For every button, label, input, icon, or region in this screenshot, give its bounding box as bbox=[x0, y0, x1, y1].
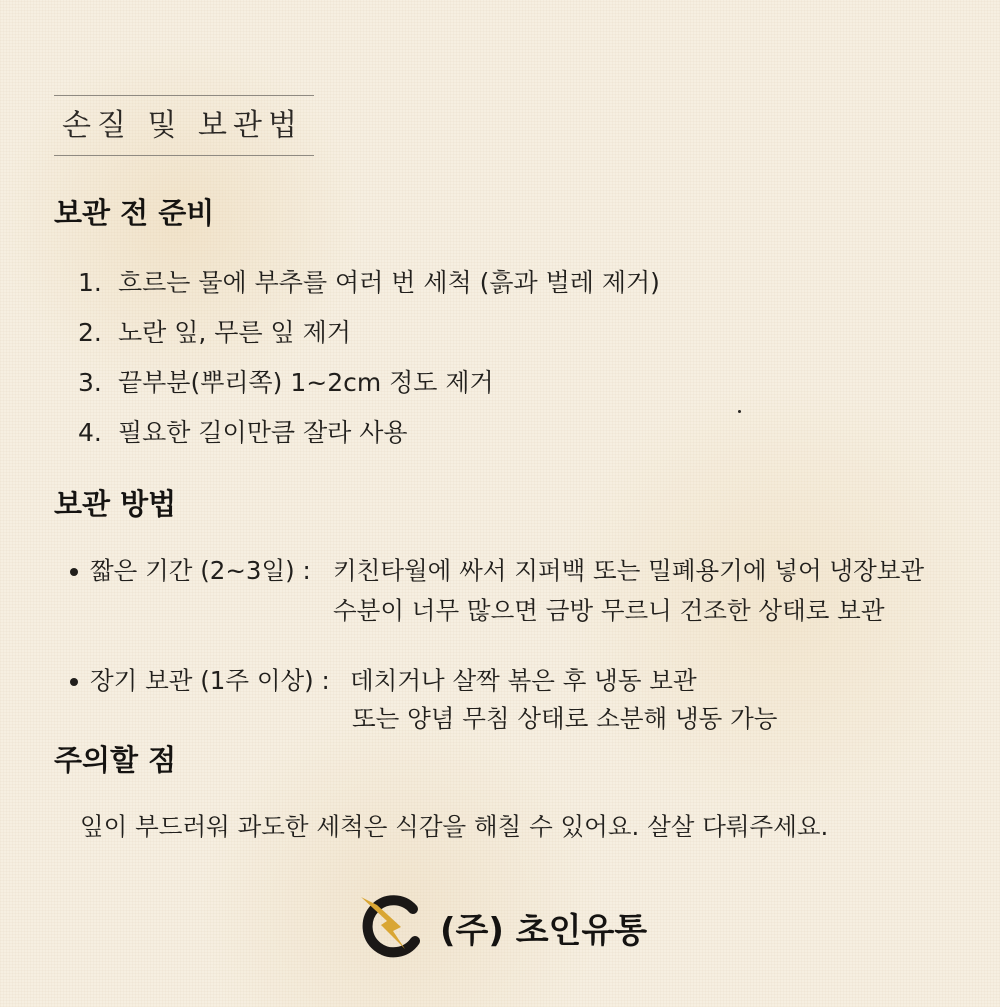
method-line-short-2: 수분이 너무 많으면 금방 무르니 건조한 상태로 보관 bbox=[333, 596, 885, 625]
method-line-short-1: 키친타월에 싸서 지퍼백 또는 밀폐용기에 넣어 냉장보관 bbox=[333, 556, 925, 585]
step-text: 끝부분(뿌리쪽) 1~2cm 정도 제거 bbox=[118, 368, 494, 397]
section-heading-method: 보관 방법 bbox=[54, 487, 177, 521]
section-heading-caution: 주의할 점 bbox=[54, 743, 177, 777]
prep-step-3 bbox=[78, 363, 494, 399]
lightning-bolt-c-logo-icon bbox=[357, 891, 427, 961]
section-heading-prep: 보관 전 준비 bbox=[54, 196, 215, 230]
method-label-short: 짧은 기간 (2~3일) : bbox=[90, 556, 311, 585]
step-text: 필요한 길이만큼 잘라 사용 bbox=[118, 418, 408, 447]
method-line-long-1: 데치거나 살짝 볶은 후 냉동 보관 bbox=[350, 666, 697, 695]
method-label-long: 장기 보관 (1주 이상) : bbox=[90, 666, 330, 695]
method-line-long-2: 또는 양념 무침 상태로 소분해 냉동 가능 bbox=[352, 704, 778, 733]
step-number: 4. bbox=[78, 418, 102, 447]
bullet-icon bbox=[70, 678, 78, 686]
step-number: 3. bbox=[78, 368, 102, 397]
subtitle-rule-bottom bbox=[54, 155, 314, 156]
brand-name: (주) 초인유통 bbox=[440, 911, 648, 951]
bullet-icon bbox=[70, 568, 78, 576]
step-number: 2. bbox=[78, 318, 102, 347]
step-text: 노란 잎, 무른 잎 제거 bbox=[118, 318, 351, 347]
prep-step-2 bbox=[78, 313, 351, 349]
subtitle-rule-top bbox=[54, 95, 314, 96]
step-number: 1. bbox=[78, 268, 102, 297]
page-subtitle: 손질 및 보관법 bbox=[62, 108, 303, 143]
caution-text: 잎이 부드러워 과도한 세척은 식감을 해칠 수 있어요. 살살 다뤄주세요. bbox=[80, 812, 829, 841]
prep-step-1 bbox=[78, 263, 660, 299]
prep-step-4 bbox=[78, 413, 408, 449]
step-text: 흐르는 물에 부추를 여러 번 세척 (흙과 벌레 제거) bbox=[118, 268, 660, 297]
decorative-dot bbox=[738, 410, 741, 413]
